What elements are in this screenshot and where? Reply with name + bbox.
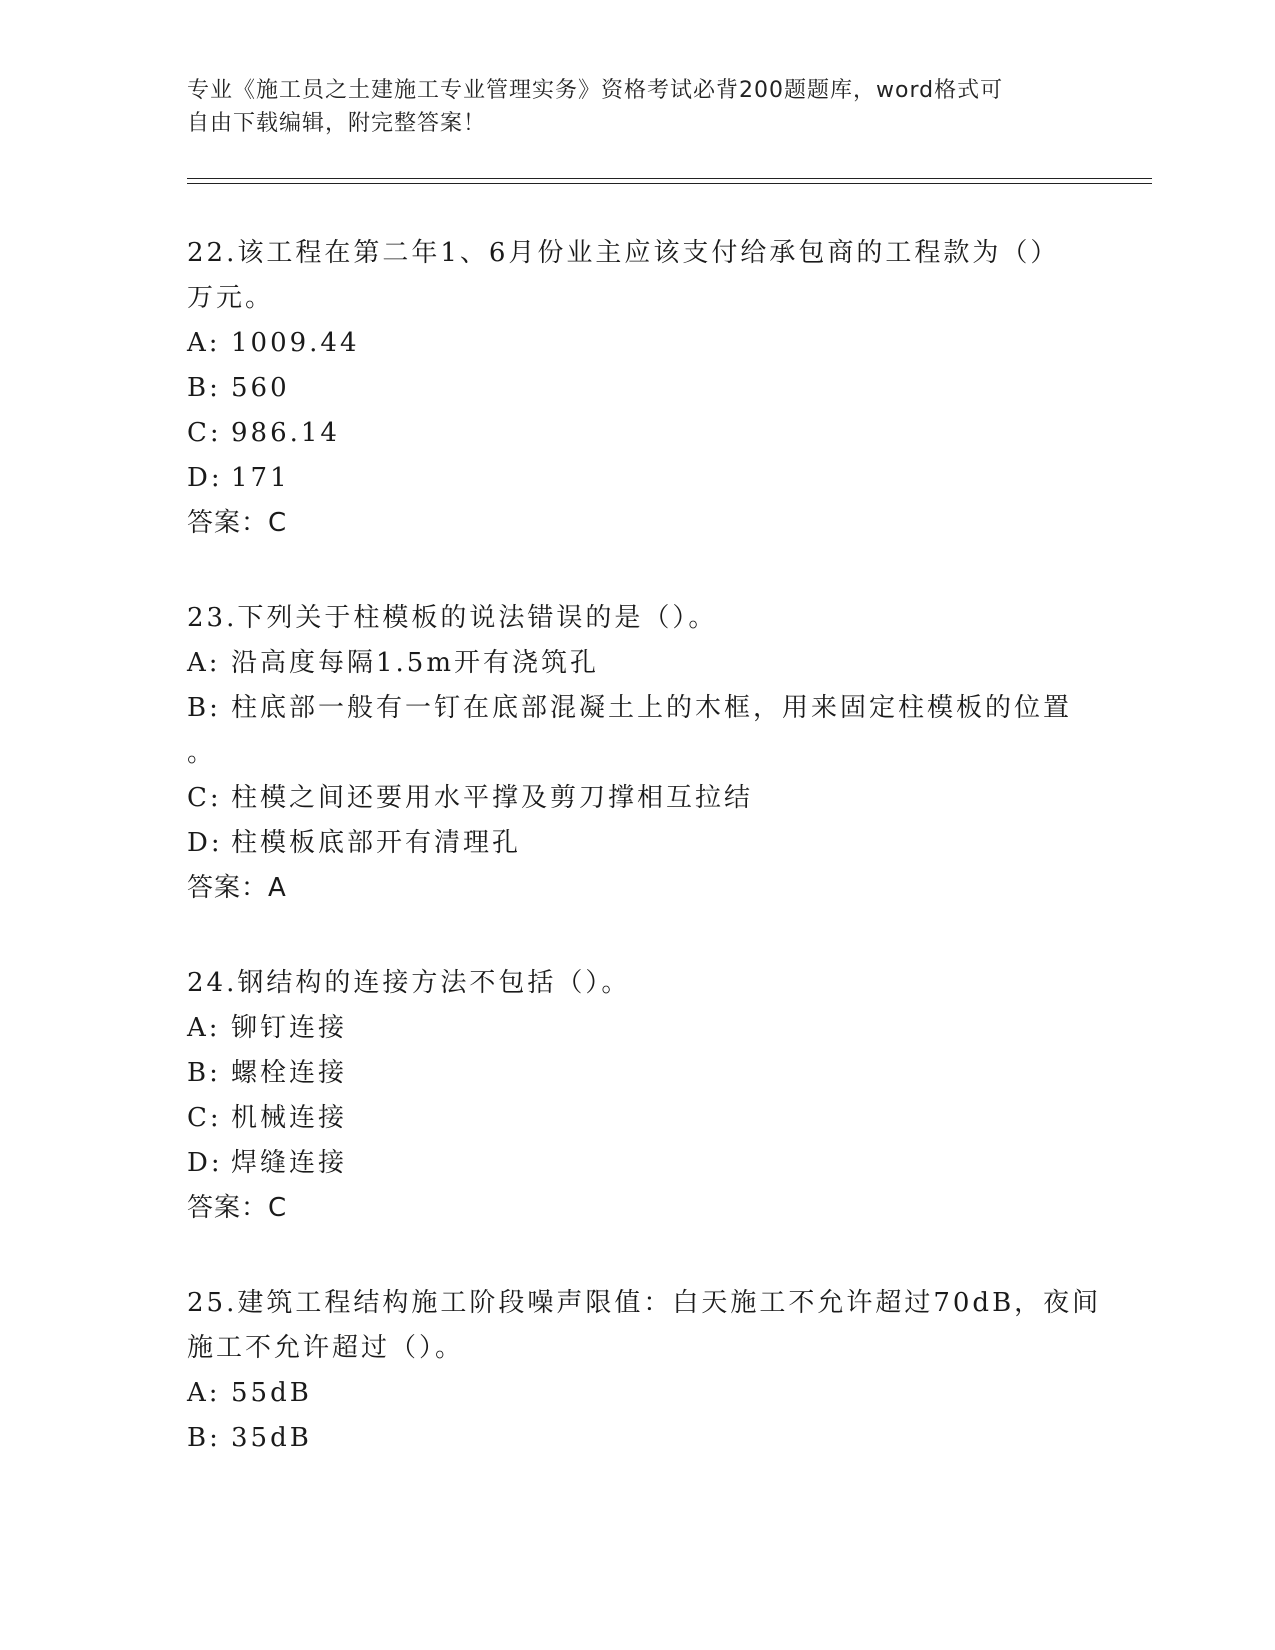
header-line-2: 自由下载编辑，附完整答案！ xyxy=(187,111,487,136)
option-text: 焊缝连接 xyxy=(231,1148,348,1178)
option-text: 986.14 xyxy=(231,418,340,448)
option-c xyxy=(187,411,1087,456)
option-key: D: xyxy=(187,1148,223,1178)
header-divider-top xyxy=(187,178,1152,179)
answer-line: 答案：C xyxy=(187,1193,288,1223)
option-key: D: xyxy=(187,828,223,858)
answer-line: 答案：A xyxy=(187,873,287,903)
question-22 xyxy=(187,231,1087,546)
option-text: 55dB xyxy=(231,1378,312,1408)
question-stem-continued: 万元。 xyxy=(187,283,275,313)
question-stem: 24.钢结构的连接方法不包括（）。 xyxy=(187,968,631,998)
question-25 xyxy=(187,1281,1102,1461)
answer-line: 答案：C xyxy=(187,508,288,538)
option-c xyxy=(187,1096,1087,1141)
option-text: 铆钉连接 xyxy=(231,1013,348,1043)
header-line-1: 专业《施工员之土建施工专业管理实务》资格考试必背200题题库，word格式可 xyxy=(187,78,1004,103)
option-key: C: xyxy=(187,418,222,448)
option-text: 机械连接 xyxy=(231,1103,348,1133)
question-stem: 25.建筑工程结构施工阶段噪声限值：白天施工不允许超过70dB，夜间 xyxy=(187,1288,1102,1318)
option-a xyxy=(187,321,1087,366)
option-text: 560 xyxy=(231,373,290,403)
option-c xyxy=(187,776,1087,821)
question-stem: 23.下列关于柱模板的说法错误的是（）。 xyxy=(187,603,718,633)
option-b xyxy=(187,1416,1087,1461)
option-d xyxy=(187,821,1087,866)
option-key: A: xyxy=(187,648,221,678)
option-b-continued: 。 xyxy=(187,738,217,768)
option-d xyxy=(187,1141,1087,1186)
option-b xyxy=(187,686,1087,731)
option-key: B: xyxy=(187,1423,221,1453)
option-a xyxy=(187,1371,1087,1416)
option-text: 柱模板底部开有清理孔 xyxy=(231,828,522,858)
option-key: B: xyxy=(187,693,221,723)
option-text: 柱底部一般有一钉在底部混凝土上的木框，用来固定柱模板的位置 xyxy=(231,693,1073,723)
question-stem: 22.该工程在第二年1、6月份业主应该支付给承包商的工程款为（） xyxy=(187,238,1060,268)
option-b xyxy=(187,1051,1087,1096)
option-text: 35dB xyxy=(231,1423,312,1453)
option-key: A: xyxy=(187,1013,221,1043)
option-key: C: xyxy=(187,1103,222,1133)
document-header xyxy=(187,74,1087,140)
option-a xyxy=(187,1006,1087,1051)
question-23 xyxy=(187,596,1087,911)
option-key: A: xyxy=(187,1378,221,1408)
option-text: 1009.44 xyxy=(231,328,360,358)
option-b xyxy=(187,366,1087,411)
option-key: A: xyxy=(187,328,221,358)
question-24 xyxy=(187,961,1087,1231)
question-stem-continued: 施工不允许超过（）。 xyxy=(187,1333,465,1363)
option-text: 螺栓连接 xyxy=(231,1058,348,1088)
option-d xyxy=(187,456,1087,501)
option-a xyxy=(187,641,1087,686)
option-text: 柱模之间还要用水平撑及剪刀撑相互拉结 xyxy=(231,783,754,813)
option-key: C: xyxy=(187,783,222,813)
option-key: B: xyxy=(187,1058,221,1088)
option-text: 沿高度每隔1.5m开有浇筑孔 xyxy=(231,648,600,678)
option-key: D: xyxy=(187,463,223,493)
option-text: 171 xyxy=(231,463,290,493)
header-divider-bottom xyxy=(187,183,1152,184)
option-key: B: xyxy=(187,373,221,403)
